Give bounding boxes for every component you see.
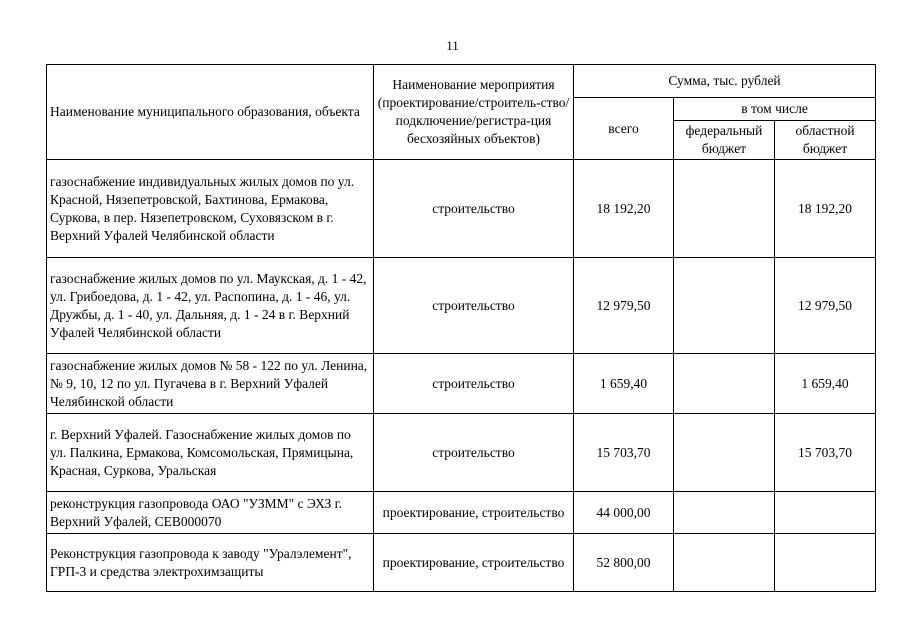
- row-regional: 12 979,50: [775, 258, 876, 354]
- table-row: [47, 492, 876, 534]
- row-total: 1 659,40: [574, 354, 674, 414]
- table-row: [47, 534, 876, 592]
- row-object: газоснабжение жилых домов по ул. Маукская, д. 1 - 42, ул. Грибоедова, д. 1 - 42, ул. Распопина, д. 1 - 46, ул. Дружбы, д. 1 - 40, ул. Дальняя, д. 1 - 24 в г. Верхний Уфалей Челябинской области: [47, 258, 374, 354]
- header-sum: Сумма, тыс. рублей: [574, 65, 876, 98]
- header-including: в том числе: [674, 98, 876, 121]
- row-federal: [674, 354, 775, 414]
- header-measure: Наименование мероприятия (проектирование/строитель-ство/подключение/регистра-ция бесхозяйных объектов): [374, 65, 574, 160]
- table-row: [47, 258, 876, 354]
- row-object: Реконструкция газопровода к заводу "Уралэлемент", ГРП-3 и средства электрохимзащиты: [47, 534, 374, 592]
- row-regional: 15 703,70: [775, 414, 876, 492]
- row-regional: [775, 534, 876, 592]
- row-object: газоснабжение индивидуальных жилых домов по ул. Красной, Нязепетровской, Бахтинова, Ермакова, Суркова, в пер. Нязепетровском, Суховязском в г. Верхний Уфалей Челябинской области: [47, 160, 374, 258]
- funding-table: [46, 64, 876, 592]
- row-regional: 1 659,40: [775, 354, 876, 414]
- row-federal: [674, 492, 775, 534]
- header-object: Наименование муниципального образования, объекта: [47, 65, 374, 160]
- table-row: [47, 414, 876, 492]
- row-measure: строительство: [374, 258, 574, 354]
- row-federal: [674, 160, 775, 258]
- row-federal: [674, 414, 775, 492]
- row-regional: [775, 492, 876, 534]
- row-object: г. Верхний Уфалей. Газоснабжение жилых домов по ул. Палкина, Ермакова, Комсомольская, Прямицына, Красная, Суркова, Уральская: [47, 414, 374, 492]
- row-measure: проектирование, строительство: [374, 492, 574, 534]
- header-regional: областной бюджет: [775, 121, 876, 160]
- row-federal: [674, 534, 775, 592]
- table-row: [47, 160, 876, 258]
- row-total: 52 800,00: [574, 534, 674, 592]
- table-row: [47, 354, 876, 414]
- row-total: 15 703,70: [574, 414, 674, 492]
- row-measure: строительство: [374, 354, 574, 414]
- row-measure: строительство: [374, 160, 574, 258]
- header-federal: федеральный бюджет: [674, 121, 775, 160]
- row-measure: проектирование, строительство: [374, 534, 574, 592]
- row-federal: [674, 258, 775, 354]
- row-total: 18 192,20: [574, 160, 674, 258]
- row-object: реконструкция газопровода ОАО "УЗММ" с ЭХЗ г. Верхний Уфалей, СЕВ000070: [47, 492, 374, 534]
- row-total: 12 979,50: [574, 258, 674, 354]
- row-total: 44 000,00: [574, 492, 674, 534]
- page-number: 11: [446, 38, 459, 53]
- row-object: газоснабжение жилых домов № 58 - 122 по ул. Ленина, № 9, 10, 12 по ул. Пугачева в г. Верхний Уфалей Челябинской области: [47, 354, 374, 414]
- row-regional: 18 192,20: [775, 160, 876, 258]
- row-measure: строительство: [374, 414, 574, 492]
- header-total: всего: [574, 98, 674, 160]
